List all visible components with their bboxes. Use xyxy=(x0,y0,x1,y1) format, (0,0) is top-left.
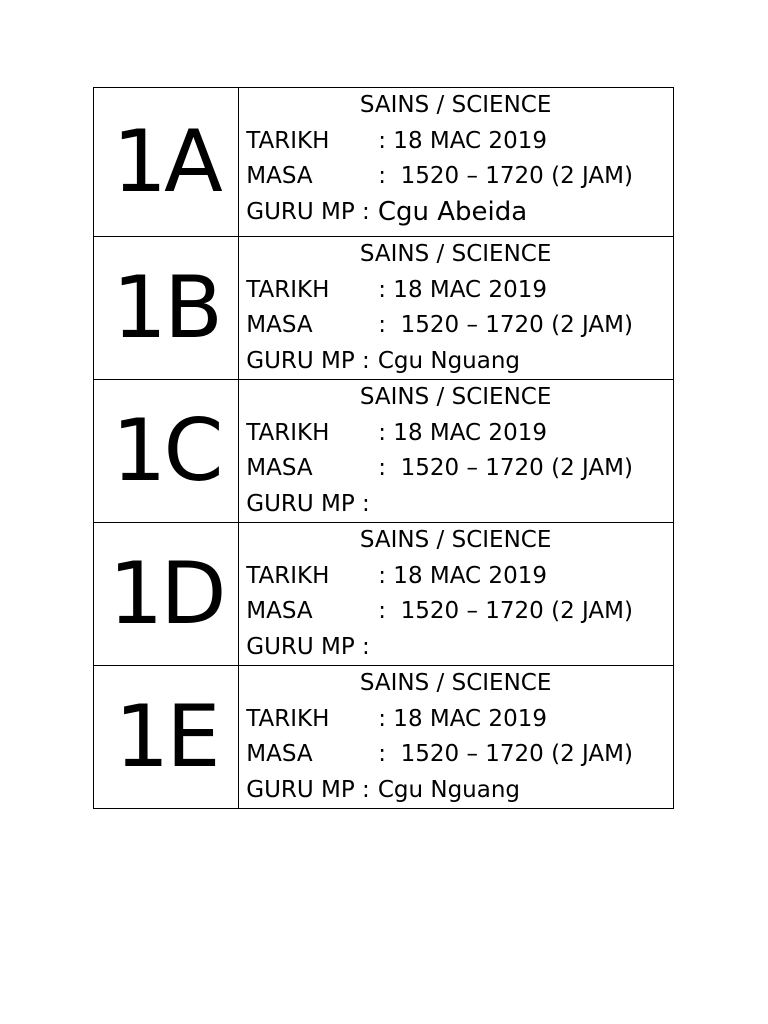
teacher-label: GURU MP : xyxy=(246,347,370,374)
teacher-label: GURU MP : xyxy=(246,490,370,517)
teacher-name: Cgu Abeida xyxy=(377,196,528,227)
teacher-label: GURU MP : xyxy=(246,633,370,660)
time-value: : 1520 – 1720 (2 JAM) xyxy=(378,598,633,624)
time-label: MASA xyxy=(246,163,313,189)
date-label: TARIKH xyxy=(246,276,330,303)
time-value: : 1520 – 1720 (2 JAM) xyxy=(378,741,633,767)
teacher-line xyxy=(246,487,673,523)
table-row xyxy=(94,666,674,809)
date-value: : 18 MAC 2019 xyxy=(378,562,547,589)
date-value: : 18 MAC 2019 xyxy=(378,705,547,732)
time-label: MASA xyxy=(246,741,313,767)
time-line xyxy=(246,308,673,344)
schedule-details xyxy=(239,88,674,237)
date-value: : 18 MAC 2019 xyxy=(378,276,547,303)
date-value: : 18 MAC 2019 xyxy=(378,419,547,446)
date-line xyxy=(246,124,673,160)
subject-title: SAINS / SCIENCE xyxy=(359,384,552,410)
date-line xyxy=(246,559,673,595)
time-line xyxy=(246,737,673,773)
class-code: 1B xyxy=(94,237,239,380)
teacher-line xyxy=(246,344,673,380)
teacher-label: GURU MP : xyxy=(246,776,370,803)
time-label: MASA xyxy=(246,455,313,481)
teacher-line xyxy=(246,195,673,231)
teacher-name: Cgu Nguang xyxy=(377,776,521,803)
schedule-details xyxy=(239,380,674,523)
time-value: : 1520 – 1720 (2 JAM) xyxy=(378,455,633,481)
date-line xyxy=(246,273,673,309)
exam-schedule-table xyxy=(93,87,674,809)
date-label: TARIKH xyxy=(246,127,330,154)
class-code: 1C xyxy=(94,380,239,523)
teacher-label: GURU MP : xyxy=(246,198,370,225)
time-line xyxy=(246,451,673,487)
class-code: 1D xyxy=(94,523,239,666)
teacher-line xyxy=(246,773,673,809)
time-label: MASA xyxy=(246,598,313,624)
table-row xyxy=(94,380,674,523)
subject-title: SAINS / SCIENCE xyxy=(359,670,552,696)
class-code: 1E xyxy=(94,666,239,809)
class-code: 1A xyxy=(94,88,239,237)
table-row xyxy=(94,237,674,380)
time-value: : 1520 – 1720 (2 JAM) xyxy=(378,312,633,338)
date-label: TARIKH xyxy=(246,562,330,589)
time-line xyxy=(246,159,673,195)
table-row xyxy=(94,88,674,237)
teacher-line xyxy=(246,630,673,666)
subject-title: SAINS / SCIENCE xyxy=(359,527,552,553)
date-line xyxy=(246,416,673,452)
schedule-details xyxy=(239,666,674,809)
teacher-name: Cgu Nguang xyxy=(377,347,521,374)
time-label: MASA xyxy=(246,312,313,338)
subject-title: SAINS / SCIENCE xyxy=(359,241,552,267)
date-value: : 18 MAC 2019 xyxy=(378,127,547,154)
subject-title: SAINS / SCIENCE xyxy=(359,92,552,118)
date-line xyxy=(246,702,673,738)
schedule-details xyxy=(239,523,674,666)
date-label: TARIKH xyxy=(246,419,330,446)
time-line xyxy=(246,594,673,630)
date-label: TARIKH xyxy=(246,705,330,732)
table-row xyxy=(94,523,674,666)
time-value: : 1520 – 1720 (2 JAM) xyxy=(378,163,633,189)
schedule-details xyxy=(239,237,674,380)
